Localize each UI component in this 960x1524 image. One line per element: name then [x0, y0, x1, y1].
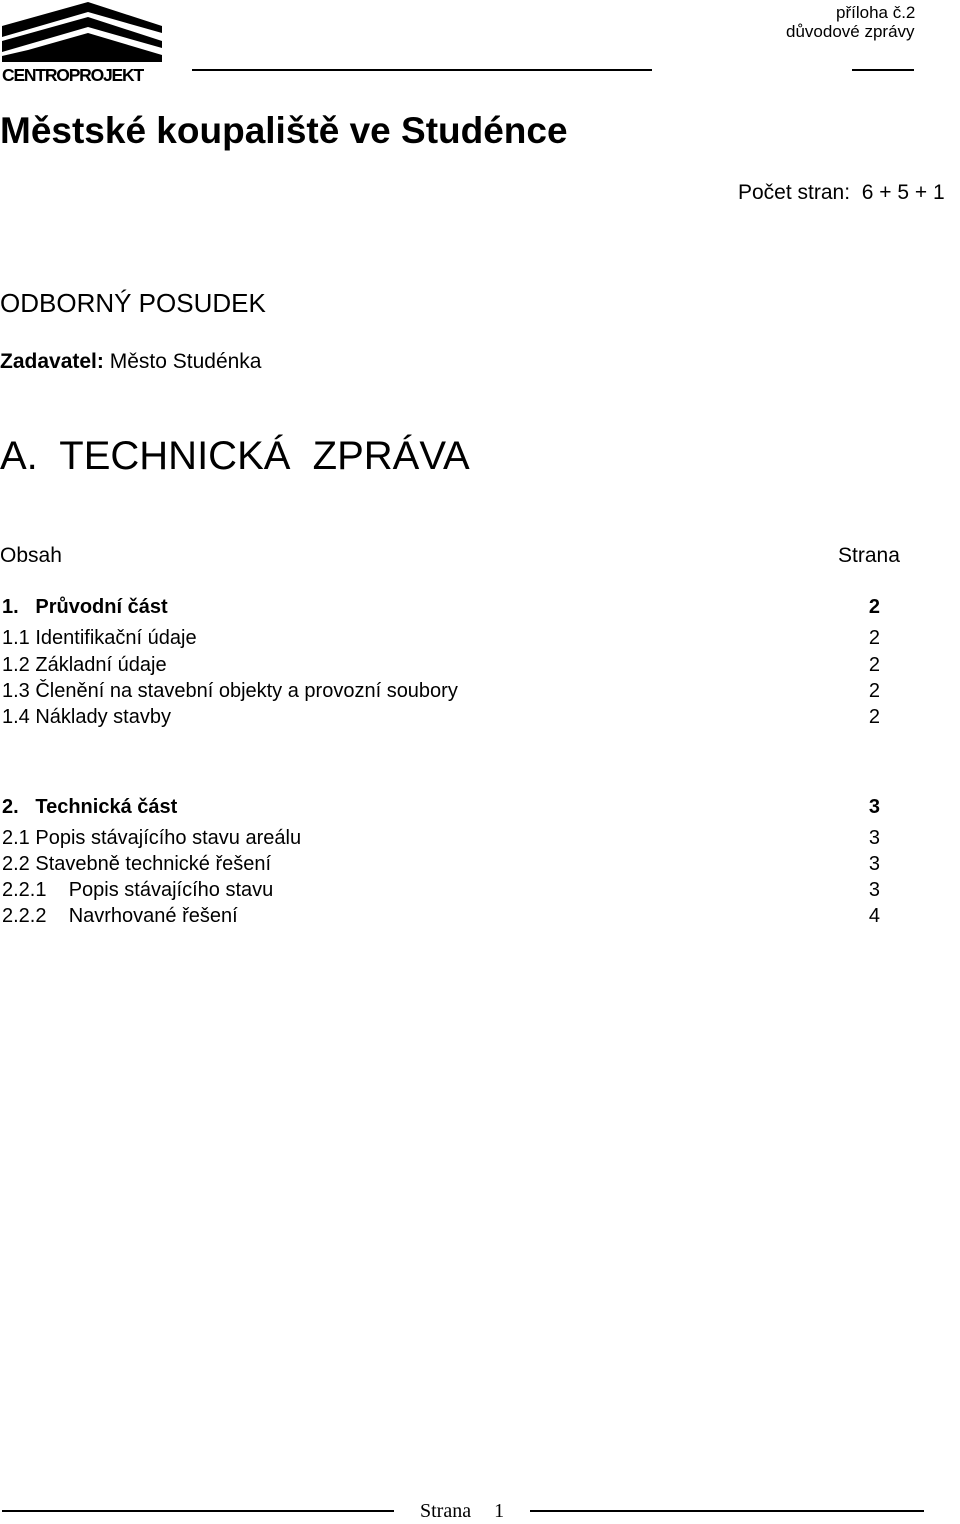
toc-label: 1. Průvodní část — [2, 596, 168, 618]
toc-page: 3 — [868, 827, 880, 849]
toc-row — [2, 905, 880, 931]
page-title: Městské koupaliště ve Studénce — [0, 110, 568, 151]
footer-rule-right — [530, 1510, 924, 1512]
header-rule-long — [192, 69, 652, 71]
toc-label: 1.4 Náklady stavby — [2, 706, 171, 728]
toc-label: 2.2.1 Popis stávajícího stavu — [2, 879, 274, 901]
footer-page-label: Strana — [420, 1500, 472, 1522]
toc-page: 3 — [868, 879, 880, 901]
toc-row — [2, 853, 880, 879]
footer-page — [420, 1500, 504, 1523]
footer-rule-left — [2, 1510, 394, 1512]
toc-row — [2, 654, 880, 680]
toc-page: 3 — [868, 796, 880, 818]
toc-label: 2.2.2 Navrhované řešení — [2, 905, 238, 927]
toc-header-left: Obsah — [0, 544, 62, 567]
toc-label: 1.3 Členění na stavební objekty a provozní soubory — [2, 680, 458, 702]
toc-header-right: Strana — [838, 544, 900, 567]
toc-row — [2, 596, 880, 622]
document-type: ODBORNÝ POSUDEK — [0, 288, 266, 318]
client-label: Zadavatel: — [0, 350, 104, 373]
toc-page: 2 — [868, 627, 880, 649]
header-rule-short — [852, 69, 914, 71]
toc-row — [2, 627, 880, 653]
centroprojekt-logo — [0, 0, 166, 84]
toc-label: 2. Technická část — [2, 796, 178, 818]
attachment-line1: příloha č.2 — [836, 3, 916, 22]
logo-wordmark: CENTROPROJEKT — [2, 65, 143, 84]
toc-row — [2, 879, 880, 905]
toc-page: 2 — [868, 680, 880, 702]
footer-page-number: 1 — [494, 1500, 505, 1522]
toc-page: 2 — [868, 654, 880, 676]
toc-label: 1.1 Identifikační údaje — [2, 627, 197, 649]
toc-row — [2, 680, 880, 706]
toc-label: 2.1 Popis stávajícího stavu areálu — [2, 827, 302, 849]
toc-page: 4 — [868, 905, 880, 927]
toc-page: 3 — [868, 853, 880, 875]
toc-label: 2.2 Stavebně technické řešení — [2, 853, 272, 875]
attachment-line2: důvodové zprávy — [786, 22, 915, 41]
client-value: Město Studénka — [109, 350, 262, 373]
toc-page: 2 — [868, 596, 880, 618]
toc-row — [2, 706, 880, 732]
client-line — [0, 350, 261, 374]
toc-page: 2 — [868, 706, 880, 728]
toc-row — [2, 827, 880, 853]
section-title: A. TECHNICKÁ ZPRÁVA — [0, 434, 470, 478]
toc-label: 1.2 Základní údaje — [2, 654, 167, 676]
toc-row — [2, 796, 880, 822]
page-count: Počet stran: 6 + 5 + 1 — [738, 181, 945, 204]
